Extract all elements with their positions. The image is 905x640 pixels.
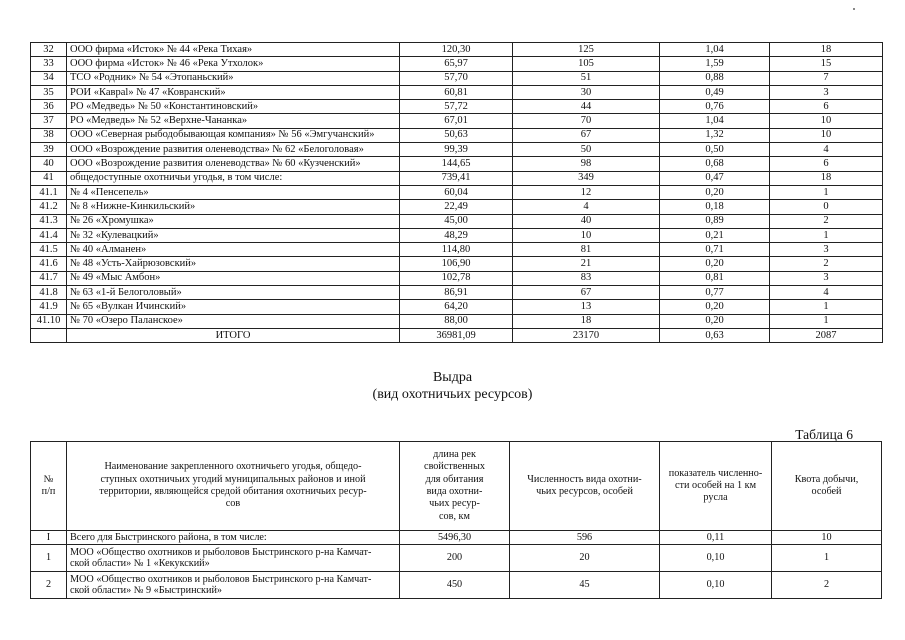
table-cell: № 70 «Озеро Паланское» <box>67 314 400 328</box>
table-cell: 1 <box>770 185 883 199</box>
table-cell: 83 <box>513 271 660 285</box>
table-cell: 114,80 <box>400 243 513 257</box>
table-cell: 0,49 <box>660 85 770 99</box>
table-cell: № 32 «Кулевацкий» <box>67 228 400 242</box>
table-cell: 0,81 <box>660 271 770 285</box>
table-cell: 3 <box>770 243 883 257</box>
bottom-table <box>30 441 882 599</box>
column-header: Численность вида охотни- чьих ресурсов, особей <box>510 442 660 531</box>
table-cell: 40 <box>513 214 660 228</box>
table-cell: 0,20 <box>660 257 770 271</box>
scan-speck <box>853 8 855 10</box>
table-cell: 0,50 <box>660 143 770 157</box>
table-cell: 64,20 <box>400 300 513 314</box>
table-cell: 0,88 <box>660 71 770 85</box>
table-number-label: Таблица 6 <box>795 427 853 442</box>
table-row <box>31 300 883 314</box>
table-cell: 67 <box>513 128 660 142</box>
table-cell: 0,18 <box>660 200 770 214</box>
table-cell: МОО «Общество охотников и рыболовов Быстринского р-на Камчат- ской области» № 1 «Кекукский» <box>67 545 400 572</box>
table-cell: 37 <box>31 114 67 128</box>
table-cell: 1 <box>772 545 882 572</box>
table-cell: 6 <box>770 100 883 114</box>
table-cell: 81 <box>513 243 660 257</box>
table-cell: 0,21 <box>660 228 770 242</box>
table-cell: 0,63 <box>660 328 770 342</box>
table-cell: 50 <box>513 143 660 157</box>
table-cell: 10 <box>770 114 883 128</box>
table-cell: РО «Медведь» № 50 «Константиновский» <box>67 100 400 114</box>
table-row <box>31 286 883 300</box>
table-cell: 6 <box>770 157 883 171</box>
table-cell: 1,59 <box>660 57 770 71</box>
table-cell: 0,11 <box>660 531 772 545</box>
table-cell: 41.4 <box>31 228 67 242</box>
table-row <box>31 143 883 157</box>
table-cell: 65,97 <box>400 57 513 71</box>
table-cell: 10 <box>770 128 883 142</box>
table-cell: 200 <box>400 545 510 572</box>
table-cell: 10 <box>513 228 660 242</box>
table-cell: 51 <box>513 71 660 85</box>
table-cell: № 40 «Алманен» <box>67 243 400 257</box>
table-cell: 32 <box>31 43 67 57</box>
table-cell: № 8 «Нижне-Кинкильский» <box>67 200 400 214</box>
table-cell: 0,89 <box>660 214 770 228</box>
table-cell: 34 <box>31 71 67 85</box>
table-cell: 48,29 <box>400 228 513 242</box>
table-cell: 99,39 <box>400 143 513 157</box>
column-header: длина рек свойственных для обитания вида охотни- чьих ресур- сов, км <box>400 442 510 531</box>
table-cell: 4 <box>770 286 883 300</box>
table-cell: № 4 «Пенсепель» <box>67 185 400 199</box>
table-cell: 4 <box>513 200 660 214</box>
table-row <box>31 85 883 99</box>
table-row <box>31 200 883 214</box>
section-subtitle: (вид охотничьих ресурсов) <box>372 387 533 402</box>
column-header: Квота добычи, особей <box>772 442 882 531</box>
table-cell: 40 <box>31 157 67 171</box>
table-cell: I <box>31 531 67 545</box>
table-cell: 15 <box>770 57 883 71</box>
table-cell: 41.1 <box>31 185 67 199</box>
table-cell: ООО «Возрождение развития оленеводства» № 62 «Белоголовая» <box>67 143 400 157</box>
table-cell: 1 <box>770 300 883 314</box>
table-row <box>31 228 883 242</box>
table-cell: 3 <box>770 271 883 285</box>
table-cell: 0,71 <box>660 243 770 257</box>
table-cell: 41.5 <box>31 243 67 257</box>
table-row <box>31 157 883 171</box>
table-cell: 22,49 <box>400 200 513 214</box>
table-cell: 596 <box>510 531 660 545</box>
table-cell: 60,81 <box>400 85 513 99</box>
table-cell: 1,32 <box>660 128 770 142</box>
table-row <box>31 257 883 271</box>
table-cell: 0,20 <box>660 300 770 314</box>
table-cell: № 49 «Мыс Амбон» <box>67 271 400 285</box>
table-cell: 20 <box>510 545 660 572</box>
table-cell <box>31 328 67 342</box>
table-cell: 41 <box>31 171 67 185</box>
table-cell: 1 <box>770 314 883 328</box>
table-cell: 35 <box>31 85 67 99</box>
table-cell: 1,04 <box>660 43 770 57</box>
table-row <box>31 531 882 545</box>
table-row <box>31 114 883 128</box>
table-cell: 67,01 <box>400 114 513 128</box>
table-cell: 36 <box>31 100 67 114</box>
table-cell: 1,04 <box>660 114 770 128</box>
table-header-row <box>31 442 882 531</box>
table-cell: 23170 <box>513 328 660 342</box>
table-cell: 88,00 <box>400 314 513 328</box>
table-cell: 45 <box>510 572 660 599</box>
table-cell: 41.7 <box>31 271 67 285</box>
table-cell: 30 <box>513 85 660 99</box>
table-row <box>31 214 883 228</box>
table-cell: 44 <box>513 100 660 114</box>
table-cell: 0 <box>770 200 883 214</box>
table-cell: 41.10 <box>31 314 67 328</box>
table-cell: ООО фирма «Исток» № 44 «Река Тихая» <box>67 43 400 57</box>
table-row <box>31 545 882 572</box>
table-cell: 41.8 <box>31 286 67 300</box>
table-cell: 0,10 <box>660 545 772 572</box>
table-cell: 33 <box>31 57 67 71</box>
table-cell: 60,04 <box>400 185 513 199</box>
table-cell: Всего для Быстринского района, в том числе: <box>67 531 400 545</box>
table-cell: 120,30 <box>400 43 513 57</box>
table-cell: 57,70 <box>400 71 513 85</box>
table-cell: 1 <box>31 545 67 572</box>
table-row <box>31 71 883 85</box>
table-cell: РОИ «Кавраl» № 47 «Ковранский» <box>67 85 400 99</box>
table-cell: 10 <box>772 531 882 545</box>
table-cell: 38 <box>31 128 67 142</box>
table-cell: 18 <box>513 314 660 328</box>
table-cell: 50,63 <box>400 128 513 142</box>
table-row <box>31 185 883 199</box>
table-row <box>31 243 883 257</box>
table-cell: 0,76 <box>660 100 770 114</box>
table-row <box>31 128 883 142</box>
table-cell: 739,41 <box>400 171 513 185</box>
table-cell: ИТОГО <box>67 328 400 342</box>
table-cell: 0,10 <box>660 572 772 599</box>
column-header: показатель численно- сти особей на 1 км русла <box>660 442 772 531</box>
table-cell: 3 <box>770 85 883 99</box>
table-cell: 0,68 <box>660 157 770 171</box>
table-row <box>31 43 883 57</box>
table-cell: № 63 «1-й Белоголовый» <box>67 286 400 300</box>
table-cell: ООО «Северная рыбодобывающая компания» № 56 «Эмгучанский» <box>67 128 400 142</box>
table-cell: 2 <box>770 257 883 271</box>
table-cell: 2 <box>31 572 67 599</box>
table-cell: 2087 <box>770 328 883 342</box>
table-cell: ООО фирма «Исток» № 46 «Река Утхолок» <box>67 57 400 71</box>
table-cell: 21 <box>513 257 660 271</box>
table-cell: 98 <box>513 157 660 171</box>
table-cell: 0,20 <box>660 185 770 199</box>
table-row <box>31 100 883 114</box>
table-cell: общедоступные охотничьи угодья, в том числе: <box>67 171 400 185</box>
table-cell: 18 <box>770 171 883 185</box>
table-cell: 12 <box>513 185 660 199</box>
table-cell: 144,65 <box>400 157 513 171</box>
column-header: № п/п <box>31 442 67 531</box>
table-cell: 7 <box>770 71 883 85</box>
table-cell: 41.6 <box>31 257 67 271</box>
table-cell: 0,47 <box>660 171 770 185</box>
table-cell: 349 <box>513 171 660 185</box>
table-cell: 102,78 <box>400 271 513 285</box>
table-cell: 57,72 <box>400 100 513 114</box>
table-cell: 45,00 <box>400 214 513 228</box>
table-cell: 18 <box>770 43 883 57</box>
table-cell: РО «Медведь» № 52 «Верхне-Чананка» <box>67 114 400 128</box>
table-cell: 4 <box>770 143 883 157</box>
table-cell: 2 <box>770 214 883 228</box>
table-cell: 67 <box>513 286 660 300</box>
top-table <box>30 42 883 343</box>
table-row <box>31 314 883 328</box>
section-title: Выдра <box>432 370 473 385</box>
table-cell: 70 <box>513 114 660 128</box>
table-row <box>31 171 883 185</box>
table-cell: 106,90 <box>400 257 513 271</box>
table-cell: ООО «Возрождение развития оленеводства» № 60 «Кузченский» <box>67 157 400 171</box>
table-cell: МОО «Общество охотников и рыболовов Быстринского р-на Камчат- ской области» № 9 «Быстринский» <box>67 572 400 599</box>
table-cell: 13 <box>513 300 660 314</box>
table-cell: № 48 «Усть-Хайрюзовский» <box>67 257 400 271</box>
table-cell: 0,77 <box>660 286 770 300</box>
table-cell: 41.9 <box>31 300 67 314</box>
table-cell: 41.3 <box>31 214 67 228</box>
table-row <box>31 271 883 285</box>
table-cell: 86,91 <box>400 286 513 300</box>
table-cell: 1 <box>770 228 883 242</box>
table-cell: 41.2 <box>31 200 67 214</box>
table-cell: 5496,30 <box>400 531 510 545</box>
table-cell: № 26 «Хромушка» <box>67 214 400 228</box>
table-cell: 36981,09 <box>400 328 513 342</box>
table-cell: 105 <box>513 57 660 71</box>
table-cell: 0,20 <box>660 314 770 328</box>
table-cell: № 65 «Вулкан Ичинский» <box>67 300 400 314</box>
table-row <box>31 572 882 599</box>
column-header: Наименование закрепленного охотничьего угодья, общедо- ступных охотничьих угодий муниципальных районов и иной территории, являющейся средой обитания охотничьих ресур- сов <box>67 442 400 531</box>
table-cell: 450 <box>400 572 510 599</box>
table-cell: 2 <box>772 572 882 599</box>
table-cell: 39 <box>31 143 67 157</box>
table-row <box>31 57 883 71</box>
table-cell: 125 <box>513 43 660 57</box>
table-row <box>31 328 883 342</box>
table-cell: ТСО «Родник» № 54 «Этопаньский» <box>67 71 400 85</box>
